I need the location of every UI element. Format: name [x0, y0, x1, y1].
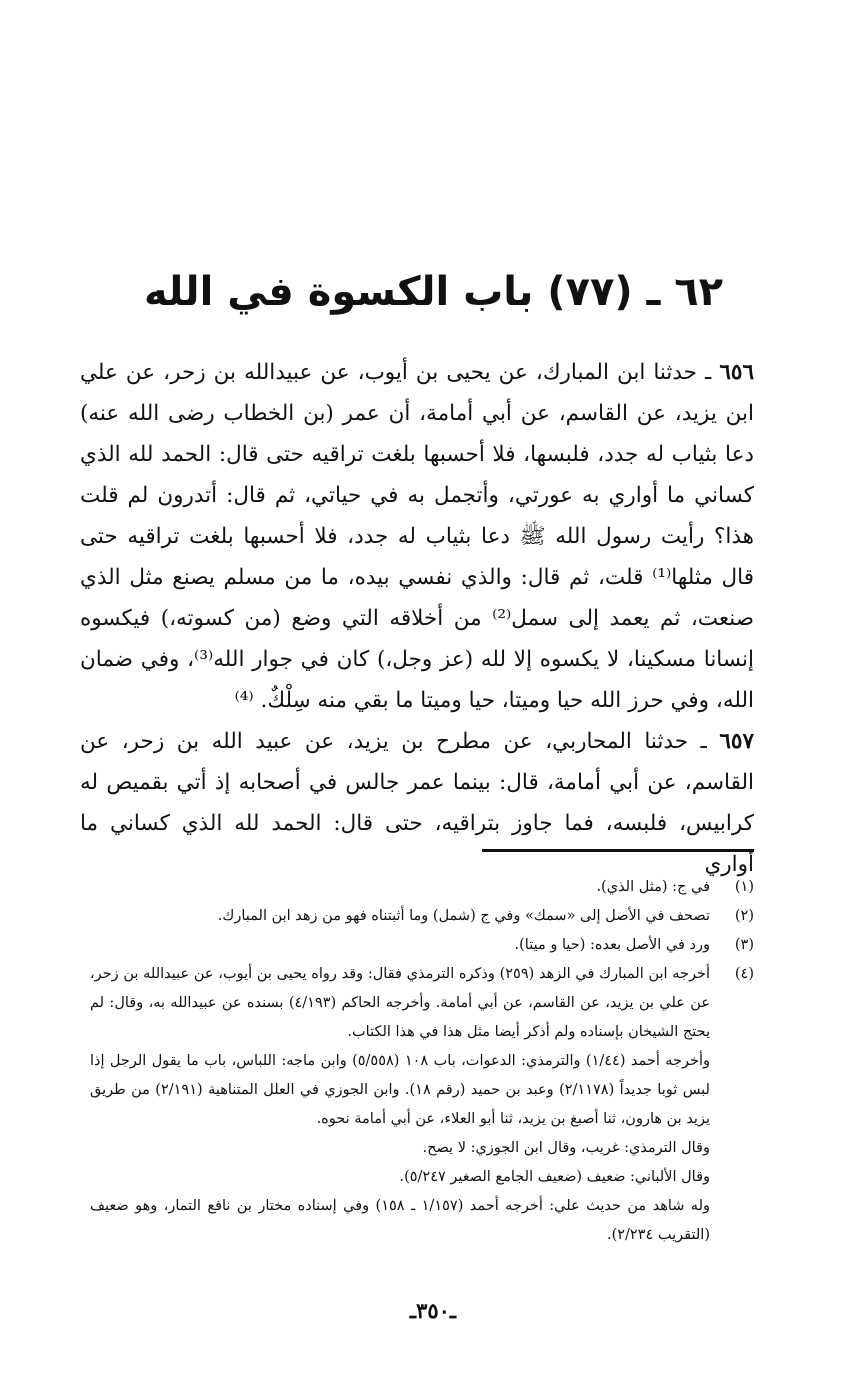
footnote-text: وقال الألباني: ضعيف (ضعيف الجامع الصغير ٥/٢٤٧). [399, 1169, 710, 1185]
hadith-656 [80, 352, 754, 721]
footnote-marker: (١) [734, 879, 754, 895]
footnote-text: وله شاهد من حديث علي: أخرجه أحمد (١/١٥٧ ـ ١٥٨) وفي إسناده مختار بن نافع التمار، وهو ضعيف (التقريب ٢/٢٣٤). [90, 1198, 711, 1243]
footnote-marker: (٤) [734, 966, 754, 982]
footnote-text: أخرجه ابن المبارك في الزهد (٢٥٩) وذكره الترمذي فقال: وقد رواه يحيى بن أيوب، عن عبيدالله بن زحر، عن علي بن يزيد، عن القاسم، عن أبي أمامة. وأخرجه الحاكم (٤/١٩٣) بسنده عن عبيدالله به، وقال: لم يحتج الشيخان بإسناده ولم أذكر أيضا مثل هذا في هذا الكتاب. [90, 966, 710, 1040]
footnote-marker: (٢) [734, 908, 754, 924]
footnote-text: ورد في الأصل بعده: (حيا و ميتا). [514, 937, 710, 953]
footnote-3 [90, 931, 754, 960]
footnote-4 [90, 960, 754, 1250]
hadith-text: ـ حدثنا المحاربي، عن مطرح بن يزيد، عن عبيد الله بن زحر، عن القاسم، عن أبي أمامة، قال: بينما عمر جالس في أصحابه إذ أتي بقميص له كرابيس، فلبسه، فما جاوز بتراقيه، حتى قال: الحمد لله الذي كساني ما أواري [80, 729, 754, 877]
main-text [80, 352, 754, 885]
hadith-text: ـ حدثنا ابن المبارك، عن يحيى بن أيوب، عن عبيدالله بن زحر، عن علي ابن يزيد، عن القاسم، عن أبي أمامة، أن عمر (بن الخطاب رضى الله عنه) دعا بثياب له جدد، فلبسها، فلا أحسبها بلغت تراقيه حتى قال: الحمد لله الذي كساني ما أواري به عورتي، وأتجمل به في حياتي، ثم قال: أتدرون لم قلت هذا؟ رأيت رسول الله ﷺ دعا بثياب له جدد، فلا أحسبها بلغت تراقيه حتى قال مثلها⁽¹⁾ قلت، ثم قال: والذي نفسي بيده، ما من مسلم يصنع مثل الذي صنعت، ثم يعمد إلى سمل⁽²⁾ من أخلاقه التي وضع (من كسوته،) فيكسوه إنسانا مسكينا، لا يكسوه إلا لله (عز وجل،) كان في جوار الله⁽³⁾، وفي ضمان الله، وفي حرز الله حيا وميتا، حيا وميتا ما بقي منه سِلْكٌ. ⁽⁴⁾ [80, 360, 754, 713]
footnote-marker: (٣) [734, 937, 754, 953]
footnote-text: وأخرجه أحمد (١/٤٤) والترمذي: الدعوات، باب ١٠٨ (٥/٥٥٨) وابن ماجه: اللباس، باب ما يقول الرجل إذا لبس ثوبا جديداً (٢/١١٧٨) وعبد بن حميد (رقم ١٨). وابن الجوزي في العلل المتناهية (٢/١٩١) من طريق يزيد بن هارون، ثنا أصبغ بن يزيد، ثنا أبو العلاء، عن أبي أمامة نحوه. [90, 1053, 710, 1127]
hadith-number: ٦٥٧ [719, 729, 754, 754]
footnote-1 [90, 873, 754, 902]
footnote-text: في ج: (مثل الذي). [596, 879, 710, 895]
footnote-divider [482, 849, 754, 852]
footnote-text: تصحف في الأصل إلى «سمك» وفي ج (شمل) وما أثبتناه فهو من زهد ابن المبارك. [217, 908, 710, 924]
footnote-text: وقال الترمذي: غريب، وقال ابن الجوزي: لا يصح. [422, 1140, 710, 1156]
chapter-title: ٦٢ ـ (٧٧) باب الكسوة في الله [143, 269, 724, 315]
footnote-2 [90, 902, 754, 931]
hadith-number: ٦٥٦ [719, 360, 754, 385]
hadith-657 [80, 721, 754, 885]
page-number: ـ٣٥٠ـ [409, 1298, 457, 1323]
footnotes [90, 873, 754, 1250]
